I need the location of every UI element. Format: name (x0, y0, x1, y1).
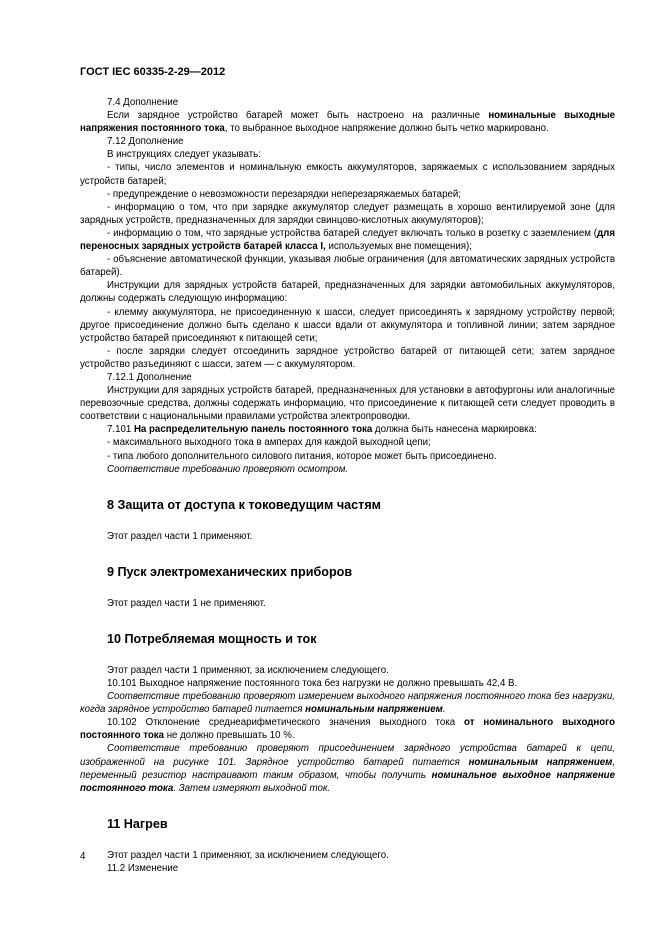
section-9-heading: 9 Пуск электромеханических приборов (107, 564, 353, 579)
paragraph: Этот раздел части 1 применяют, за исключением следующего. (107, 664, 389, 676)
compliance-note: Соответствие требованию проверяют осмотром. (107, 463, 349, 475)
clause-7-4-text: Если зарядное устройство батарей может быть настроено на различные номинальные выходные напряжения постоянного тока, то выбранное выходное напряжение должно быть четко маркировано. (80, 110, 616, 135)
page-number: 4 (80, 851, 86, 862)
compliance-note: Соответствие требованию проверяют измерением выходного напряжения постоянного тока без нагрузки, когда зарядное устройство батарей питается номинальным напряжением. (80, 691, 615, 716)
section-8-heading: 8 Защита от доступа к токоведущим частям (107, 497, 381, 512)
list-item: - типа любого дополнительного силового питания, которое может быть присоединено. (107, 450, 497, 462)
list-item: - после зарядки следует отсоединить зарядное устройство батарей от питающей сети; затем зарядное устройство разъединяют с шасси, затем — с аккумулятором. (80, 345, 615, 370)
compliance-note: Соответствие требованию проверяют присоединением зарядного устройства батарей к цепи, изображенной на рисунке 101. Зарядное устройство батарей питается номинальным напряжением, переменный резистор настраивают таким образом, чтобы получить номинальное выходное напряжение постоянного тока. Затем измеряют выходной ток. (80, 743, 616, 794)
paragraph: Этот раздел части 1 не применяют. (107, 597, 266, 609)
paragraph: В инструкциях следует указывать: (107, 149, 261, 161)
clause-10-102: 10.102 Отклонение среднеарифметического значения выходного тока от номинального выходного постоянного тока не должно превышать 10 %. (80, 717, 615, 742)
list-item: - максимального выходного тока в амперах для каждой выходной цепи; (107, 437, 431, 449)
document-body (80, 96, 615, 875)
list-item: - объяснение автоматической функции, указывая любые ограничения (для автоматических зарядных устройств батарей). (80, 254, 615, 279)
clause-11-2-heading: 11.2 Изменение (107, 862, 179, 874)
paragraph: Этот раздел части 1 применяют. (107, 530, 253, 542)
paragraph: Этот раздел части 1 применяют, за исключением следующего. (107, 849, 389, 861)
section-10-heading: 10 Потребляемая мощность и ток (107, 631, 317, 646)
clause-7-4-heading: 7.4 Дополнение (107, 97, 179, 108)
list-item: - предупреждение о невозможности перезарядки неперезаряжаемых батарей; (107, 188, 461, 200)
list-item: - информацию о том, что при зарядке аккумулятор следует размещать в хорошо вентилируемой зоне (для зарядных устройств, предназначенных для зарядки свинцово-кислотных аккумуляторов); (80, 201, 615, 226)
section-11-heading: 11 Нагрев (107, 816, 168, 831)
clause-7-101: 7.101 На распределительную панель постоянного тока должна быть нанесена маркировка: (107, 424, 537, 436)
paragraph: Инструкции для зарядных устройств батарей, предназначенных для зарядки автомобильных аккумуляторов, должны содержать следующую информацию: (80, 280, 615, 305)
paragraph: Инструкции для зарядных устройств батарей, предназначенных для установки в автофургоны или аналогичные перевозочные средства, должны содержать информацию, что присоединение к питающей сети следует проводить в соответствии с национальными правилами устройства электропроводки. (80, 385, 615, 423)
clause-10-101: 10.101 Выходное напряжение постоянного тока без нагрузки не должно превышать 42,4 В. (107, 678, 518, 689)
clause-7-12-1-heading: 7.12.1 Дополнение (107, 371, 192, 383)
list-item: - типы, число элементов и номинальную емкость аккумуляторов, заряжаемых с использованием зарядных устройств батарей; (80, 162, 615, 187)
list-item: - клемму аккумулятора, не присоединенную к шасси, следует присоединять к зарядному устройству первой; другое присоединение должно быть сделано к шасси вдали от аккумулятора и топливной линии; затем зарядное устройство батарей присоединяют к питающей сети; (80, 306, 615, 344)
clause-7-12-heading: 7.12 Дополнение (107, 136, 184, 148)
document-header: ГОСТ IEC 60335-2-29—2012 (80, 66, 226, 78)
list-item: - информацию о том, что зарядные устройства батарей следует включать только в розетку с заземлением (для переносных зарядных устройств батарей класса I, используемых вне помещения); (80, 227, 615, 253)
